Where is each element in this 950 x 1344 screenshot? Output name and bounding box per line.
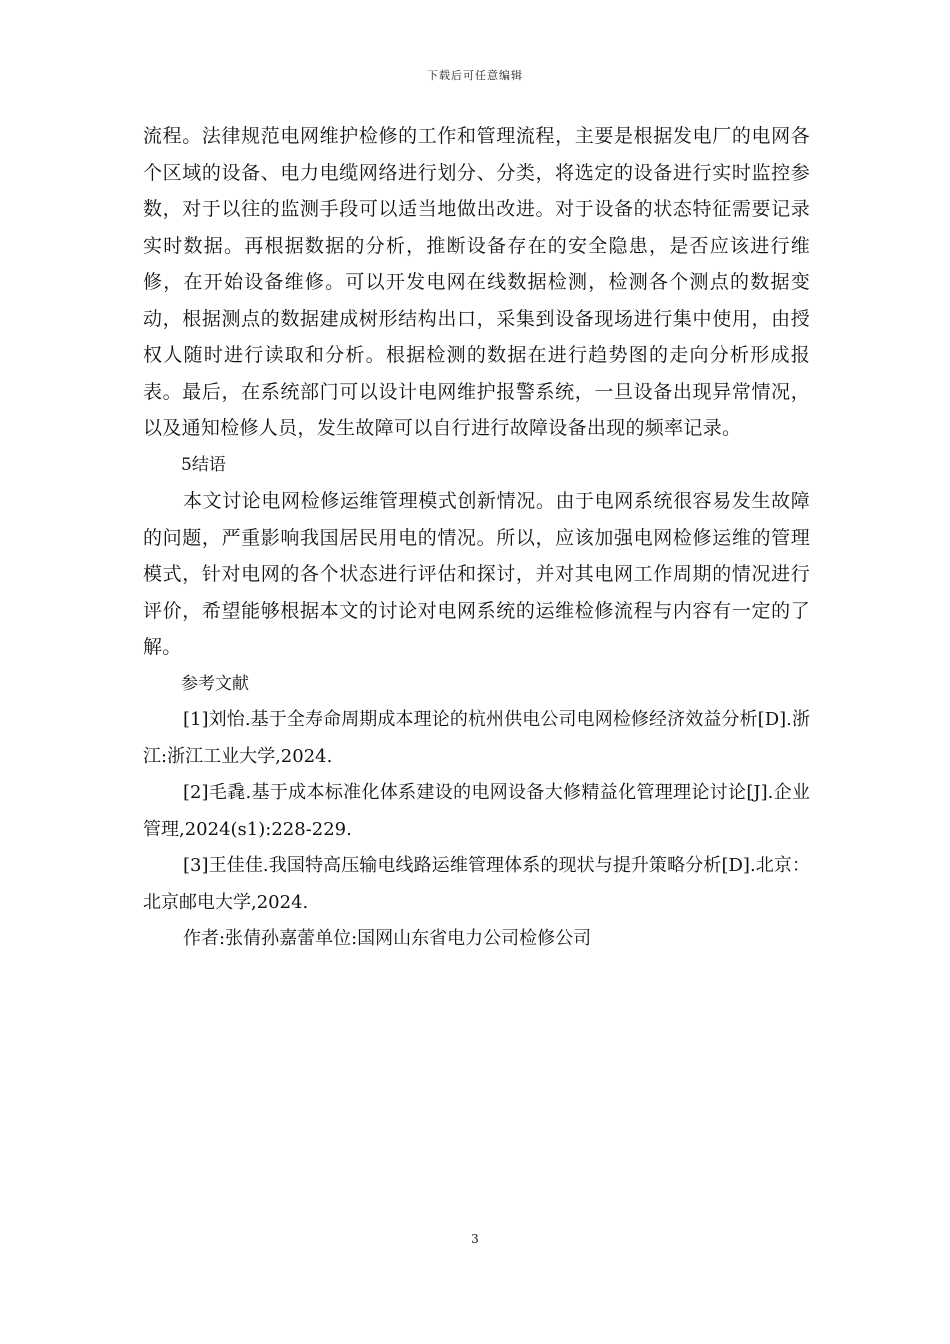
header-note: 下载后可任意编辑 <box>427 69 523 82</box>
document-body <box>143 118 810 958</box>
references-heading: 参考文献 <box>181 673 249 694</box>
conclusion-heading: 5结语 <box>181 454 226 475</box>
conclusion-paragraph: 本文讨论电网检修运维管理模式创新情况。由于电网系统很容易发生故障的问题，严重影响我国居民用电的情况。所以，应该加强电网检修运维的管理模式，针对电网的各个状态进行评估和探讨，并对其电网工作周期的情况进行评价，希望能够根据本文的讨论对电网系统的运维检修流程与内容有一定的了解。 <box>143 490 810 658</box>
reference-item: [1]刘怡.基于全寿命周期成本理论的杭州供电公司电网检修经济效益分析[D].浙江:浙江工业大学,2024. <box>143 709 810 767</box>
page-number: 3 <box>471 1232 479 1246</box>
reference-list <box>143 702 810 921</box>
author-line: 作者:张倩孙嘉蕾单位:国网山东省电力公司检修公司 <box>183 928 592 949</box>
reference-item: [3]王佳佳.我国特高压输电线路运维管理体系的现状与提升策略分析[D].北京：北京邮电大学,2024. <box>143 855 810 913</box>
continuation-paragraph: 流程。法律规范电网维护检修的工作和管理流程，主要是根据发电厂的电网各个区域的设备、电力电缆网络进行划分、分类，将选定的设备进行实时监控参数，对于以往的监测手段可以适当地做出改进。对于设备的状态特征需要记录实时数据。再根据数据的分析，推断设备存在的安全隐患，是否应该进行维修，在开始设备维修。可以开发电网在线数据检测，检测各个测点的数据变动，根据测点的数据建成树形结构出口，采集到设备现场进行集中使用，由授权人随时进行读取和分析。根据检测的数据在进行趋势图的走向分析形成报表。最后，在系统部门可以设计电网维护报警系统，一旦设备出现异常情况，以及通知检修人员，发生故障可以自行进行故障设备出现的频率记录。 <box>143 125 810 439</box>
reference-item: [2]毛毳.基于成本标准化体系建设的电网设备大修精益化管理理论讨论[J].企业管理,2024(s1):228-229. <box>143 782 810 840</box>
